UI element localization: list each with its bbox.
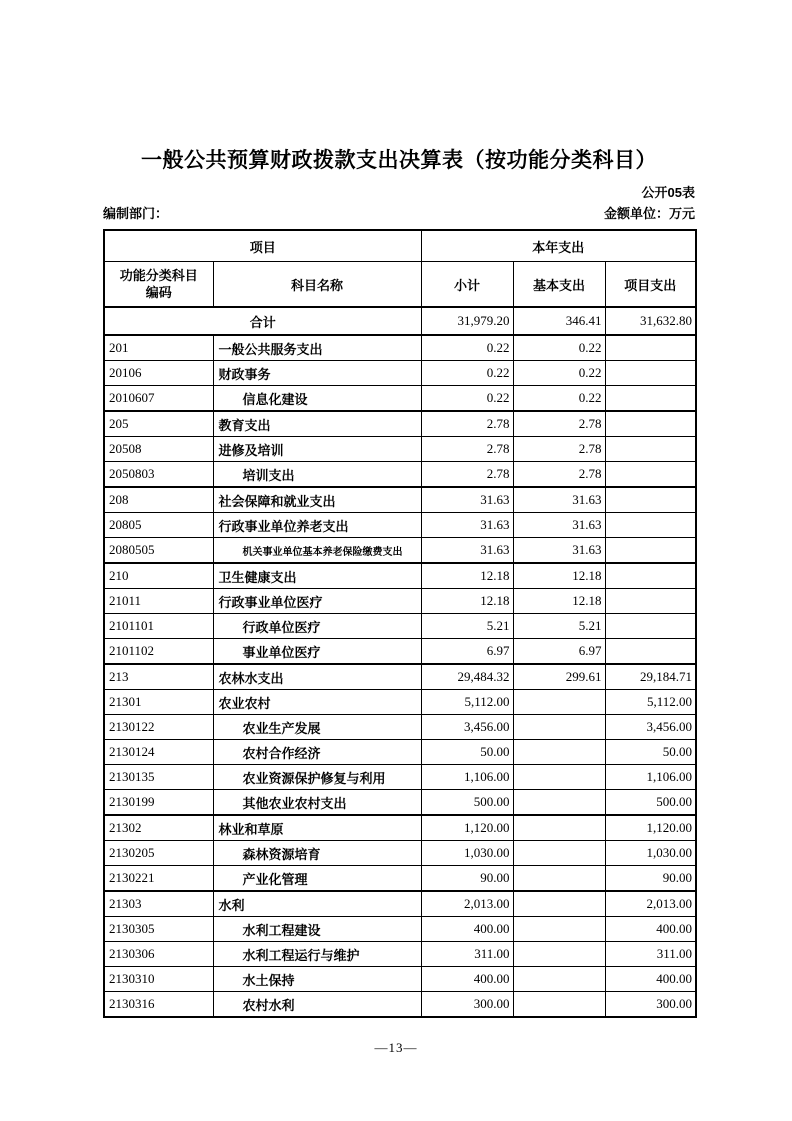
row-subtotal: 2.78	[421, 437, 513, 462]
row-project	[605, 462, 696, 488]
row-project: 1,106.00	[605, 765, 696, 790]
page-title: 一般公共预算财政拨款支出决算表（按功能分类科目）	[141, 149, 657, 172]
table-row	[104, 715, 696, 740]
row-name: 事业单位医疗	[213, 639, 421, 665]
row-subtotal: 300.00	[421, 992, 513, 1018]
row-name: 教育支出	[213, 411, 421, 437]
total-label: 合计	[104, 307, 421, 335]
row-basic: 31.63	[513, 487, 605, 513]
row-project	[605, 639, 696, 665]
table-row	[104, 361, 696, 386]
table-row	[104, 765, 696, 790]
row-code: 21302	[104, 815, 213, 841]
amount-unit-label: 金额单位：万元	[603, 206, 695, 221]
table-row	[104, 437, 696, 462]
header-current-year-expenditure: 本年支出	[421, 230, 696, 262]
row-code: 2130135	[104, 765, 213, 790]
row-project: 5,112.00	[605, 690, 696, 715]
table-row	[104, 513, 696, 538]
row-project: 1,120.00	[605, 815, 696, 841]
table-row	[104, 462, 696, 488]
row-subtotal: 31.63	[421, 487, 513, 513]
row-basic	[513, 765, 605, 790]
document-content	[103, 0, 695, 1018]
row-subtotal: 50.00	[421, 740, 513, 765]
row-basic: 31.63	[513, 538, 605, 564]
row-basic: 0.22	[513, 361, 605, 386]
row-project	[605, 487, 696, 513]
table-row	[104, 639, 696, 665]
row-basic	[513, 690, 605, 715]
row-name: 森林资源培育	[213, 841, 421, 866]
row-subtotal: 0.22	[421, 386, 513, 412]
row-name: 水利	[213, 891, 421, 917]
total-project: 31,632.80	[605, 307, 696, 335]
table-row	[104, 690, 696, 715]
row-subtotal: 400.00	[421, 917, 513, 942]
row-subtotal: 31.63	[421, 513, 513, 538]
row-code: 2101102	[104, 639, 213, 665]
row-basic	[513, 815, 605, 841]
table-row	[104, 538, 696, 564]
row-project	[605, 589, 696, 614]
row-name: 培训支出	[213, 462, 421, 488]
header-basic-expenditure: 基本支出	[513, 262, 605, 308]
table-row	[104, 614, 696, 639]
row-basic	[513, 790, 605, 816]
row-subtotal: 5,112.00	[421, 690, 513, 715]
row-subtotal: 90.00	[421, 866, 513, 892]
row-basic: 0.22	[513, 335, 605, 361]
row-code: 2130306	[104, 942, 213, 967]
row-name: 水土保持	[213, 967, 421, 992]
row-basic: 2.78	[513, 437, 605, 462]
total-row	[104, 307, 696, 335]
row-code: 21301	[104, 690, 213, 715]
row-name: 卫生健康支出	[213, 563, 421, 589]
row-project: 400.00	[605, 917, 696, 942]
table-row	[104, 967, 696, 992]
total-basic: 346.41	[513, 307, 605, 335]
row-subtotal: 1,120.00	[421, 815, 513, 841]
row-code: 20508	[104, 437, 213, 462]
row-basic	[513, 715, 605, 740]
row-name: 一般公共服务支出	[213, 335, 421, 361]
row-basic	[513, 992, 605, 1018]
row-name: 农业资源保护修复与利用	[213, 765, 421, 790]
row-basic: 12.18	[513, 589, 605, 614]
table-row	[104, 790, 696, 816]
row-subtotal: 29,484.32	[421, 664, 513, 690]
row-basic	[513, 917, 605, 942]
row-name: 信息化建设	[213, 386, 421, 412]
row-code: 20106	[104, 361, 213, 386]
row-code: 2130221	[104, 866, 213, 892]
row-basic	[513, 866, 605, 892]
row-subtotal: 31.63	[421, 538, 513, 564]
total-subtotal: 31,979.20	[421, 307, 513, 335]
table-row	[104, 942, 696, 967]
table-row	[104, 563, 696, 589]
row-code: 2130305	[104, 917, 213, 942]
row-basic: 0.22	[513, 386, 605, 412]
row-basic	[513, 740, 605, 765]
row-basic: 31.63	[513, 513, 605, 538]
row-subtotal: 5.21	[421, 614, 513, 639]
row-subtotal: 3,456.00	[421, 715, 513, 740]
row-basic	[513, 841, 605, 866]
row-name: 社会保障和就业支出	[213, 487, 421, 513]
table-body	[104, 307, 696, 1017]
row-subtotal: 500.00	[421, 790, 513, 816]
budget-table	[103, 229, 697, 1018]
row-project	[605, 437, 696, 462]
table-row	[104, 891, 696, 917]
row-code: 2101101	[104, 614, 213, 639]
prepared-by-label: 编制部门：	[103, 206, 169, 221]
row-subtotal: 2,013.00	[421, 891, 513, 917]
row-basic: 6.97	[513, 639, 605, 665]
header-row-2	[104, 262, 696, 308]
row-basic	[513, 967, 605, 992]
row-name: 农村合作经济	[213, 740, 421, 765]
row-code: 2010607	[104, 386, 213, 412]
row-name: 机关事业单位基本养老保险缴费支出	[213, 538, 421, 564]
row-name: 农业农村	[213, 690, 421, 715]
row-name: 农林水支出	[213, 664, 421, 690]
table-row	[104, 664, 696, 690]
row-code: 205	[104, 411, 213, 437]
row-name: 产业化管理	[213, 866, 421, 892]
table-code-label: 公开05表	[641, 185, 695, 200]
row-subtotal: 1,106.00	[421, 765, 513, 790]
row-code: 21303	[104, 891, 213, 917]
row-basic: 2.78	[513, 411, 605, 437]
header-function-code: 功能分类科目编码	[104, 262, 213, 308]
row-subtotal: 0.22	[421, 361, 513, 386]
row-basic	[513, 942, 605, 967]
row-subtotal: 400.00	[421, 967, 513, 992]
row-name: 行政事业单位养老支出	[213, 513, 421, 538]
row-code: 2130124	[104, 740, 213, 765]
row-project	[605, 614, 696, 639]
row-basic: 2.78	[513, 462, 605, 488]
row-code: 2130205	[104, 841, 213, 866]
row-name: 农业生产发展	[213, 715, 421, 740]
row-code: 2130122	[104, 715, 213, 740]
row-subtotal: 12.18	[421, 563, 513, 589]
row-project: 311.00	[605, 942, 696, 967]
row-basic: 12.18	[513, 563, 605, 589]
row-project: 400.00	[605, 967, 696, 992]
table-row	[104, 815, 696, 841]
row-basic	[513, 891, 605, 917]
row-project: 90.00	[605, 866, 696, 892]
table-row	[104, 589, 696, 614]
row-subtotal: 311.00	[421, 942, 513, 967]
row-code: 2130310	[104, 967, 213, 992]
row-code: 2130316	[104, 992, 213, 1018]
row-project	[605, 538, 696, 564]
row-name: 其他农业农村支出	[213, 790, 421, 816]
table-row	[104, 866, 696, 892]
page-number: —13—	[374, 1040, 418, 1055]
table-row	[104, 411, 696, 437]
table-row	[104, 917, 696, 942]
header-row-1	[104, 230, 696, 262]
table-row	[104, 386, 696, 412]
table-row	[104, 992, 696, 1018]
row-code: 2130199	[104, 790, 213, 816]
row-project	[605, 411, 696, 437]
row-basic: 5.21	[513, 614, 605, 639]
row-project	[605, 386, 696, 412]
row-name: 水利工程建设	[213, 917, 421, 942]
row-subtotal: 2.78	[421, 411, 513, 437]
row-code: 208	[104, 487, 213, 513]
row-subtotal: 1,030.00	[421, 841, 513, 866]
row-code: 210	[104, 563, 213, 589]
table-row	[104, 335, 696, 361]
row-name: 水利工程运行与维护	[213, 942, 421, 967]
row-code: 201	[104, 335, 213, 361]
table-row	[104, 740, 696, 765]
row-name: 行政单位医疗	[213, 614, 421, 639]
row-basic: 299.61	[513, 664, 605, 690]
row-project: 3,456.00	[605, 715, 696, 740]
row-project	[605, 361, 696, 386]
header-subtotal: 小计	[421, 262, 513, 308]
row-code: 20805	[104, 513, 213, 538]
row-name: 行政事业单位医疗	[213, 589, 421, 614]
header-subject-name: 科目名称	[213, 262, 421, 308]
row-project	[605, 513, 696, 538]
row-project	[605, 335, 696, 361]
row-code: 213	[104, 664, 213, 690]
row-subtotal: 12.18	[421, 589, 513, 614]
table-row	[104, 487, 696, 513]
header-project-expenditure: 项目支出	[605, 262, 696, 308]
row-name: 农村水利	[213, 992, 421, 1018]
meta-line	[103, 206, 695, 222]
row-project: 500.00	[605, 790, 696, 816]
table-row	[104, 841, 696, 866]
row-name: 财政事务	[213, 361, 421, 386]
row-code: 21011	[104, 589, 213, 614]
header-project: 项目	[104, 230, 421, 262]
row-project: 1,030.00	[605, 841, 696, 866]
row-name: 林业和草原	[213, 815, 421, 841]
row-project: 2,013.00	[605, 891, 696, 917]
row-project: 300.00	[605, 992, 696, 1018]
row-project: 29,184.71	[605, 664, 696, 690]
row-code: 2050803	[104, 462, 213, 488]
row-subtotal: 2.78	[421, 462, 513, 488]
row-subtotal: 0.22	[421, 335, 513, 361]
row-project	[605, 563, 696, 589]
row-subtotal: 6.97	[421, 639, 513, 665]
row-name: 进修及培训	[213, 437, 421, 462]
row-code: 2080505	[104, 538, 213, 564]
row-project: 50.00	[605, 740, 696, 765]
